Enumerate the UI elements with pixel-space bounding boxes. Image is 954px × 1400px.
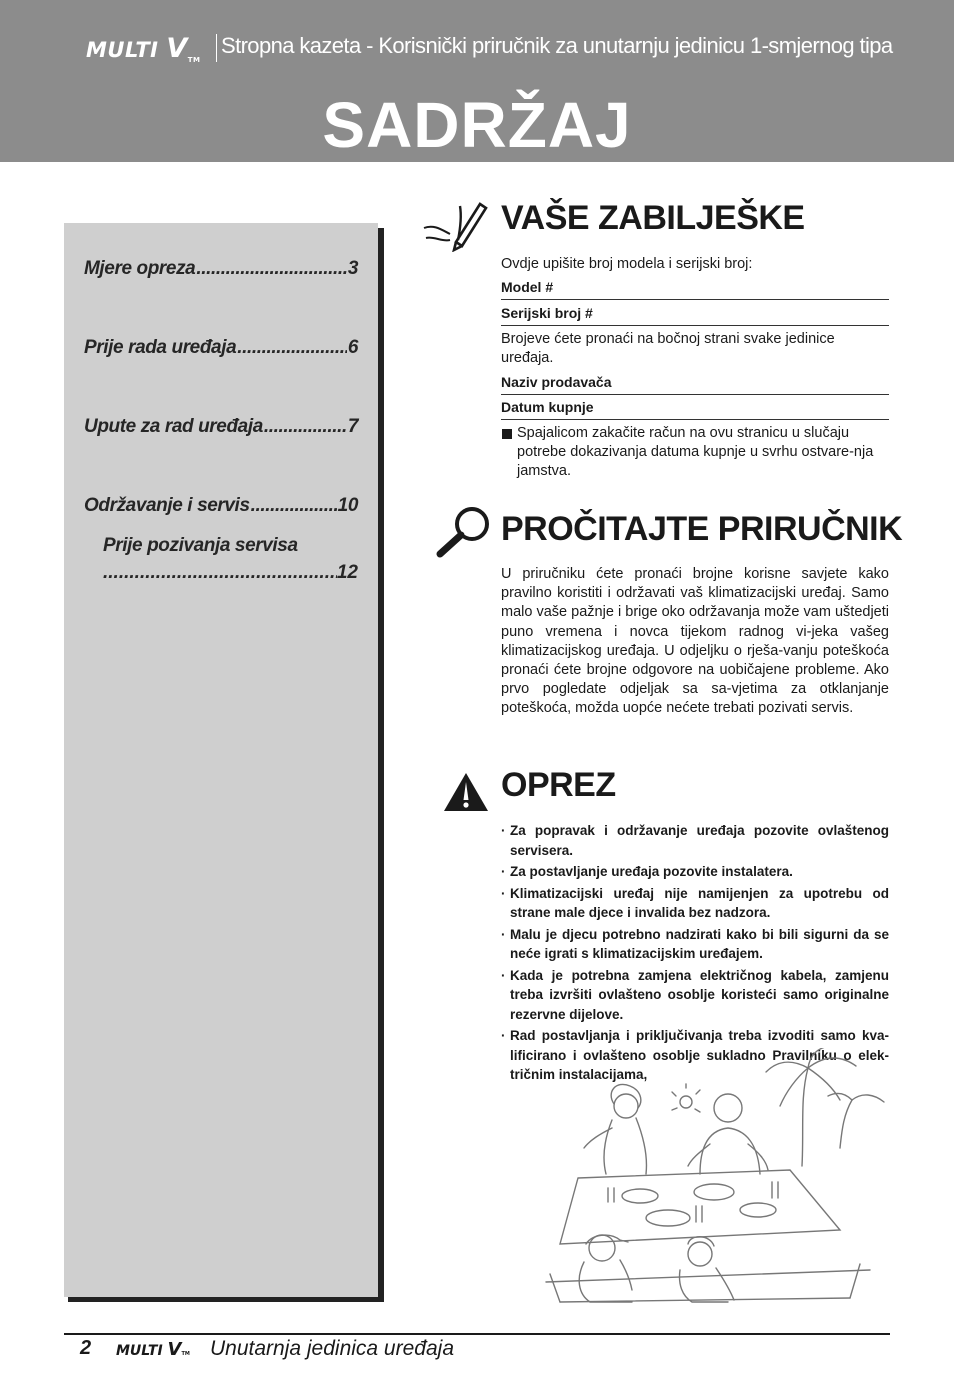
- toc-subitem-label[interactable]: Prije pozivanja servisa: [103, 535, 298, 556]
- read-manual-title: PROČITAJTE PRIRUČNIK: [501, 510, 903, 548]
- dealer-name-field[interactable]: Naziv prodavača: [501, 374, 889, 395]
- notes-title: VAŠE ZABILJEŠKE: [501, 199, 805, 237]
- footer-text: Unutarnja jedinica uređaja: [210, 1337, 454, 1360]
- caution-item: · Za popravak i održavanje uređaja pozovite ovlaštenog servisera.: [501, 821, 889, 860]
- caution-item: · Za postavljanje uređaja pozovite instalatera.: [501, 862, 889, 882]
- caution-item: · Malu je djecu potrebno nadzirati kako bi bili sigurni da se neće igrati s klimatizacijskim uređajem.: [501, 925, 889, 964]
- toc-item-mjere-opreza[interactable]: Mjere opreza ..... 3: [84, 258, 358, 280]
- header-divider: [216, 34, 217, 62]
- footer-brand-logo: MULTI VTM: [116, 1339, 190, 1360]
- warning-triangle-icon: [443, 772, 489, 812]
- caution-item: · Rad postavljanja i priključivanja treba izvoditi samo kva-lificirano i ovlašteno osoblje sukladno Pravilniku o elek-tričnim instalacijama,: [501, 1026, 889, 1085]
- pen-icon: [420, 198, 492, 252]
- brand-logo: MULTI VTM: [86, 33, 201, 64]
- square-bullet-icon: [502, 429, 512, 439]
- caution-list: [501, 821, 889, 1087]
- toc-item-odrzavanje[interactable]: Održavanje i servis ..... 10: [84, 495, 358, 517]
- header-subtitle: Stropna kazeta - Korisnički priručnik za unutarnju jedinicu 1-smjernog tipa: [221, 33, 893, 58]
- toc-subitem-page[interactable]: ..... 12: [103, 562, 358, 584]
- caution-item: · Kada je potrebna zamjena električnog kabela, zamjenu treba izvršiti ovlašteno osoblje koristeći samo originalne rezervne dijelove.: [501, 966, 889, 1025]
- toc-panel: [64, 223, 378, 1297]
- footer-rule: [64, 1333, 890, 1335]
- purchase-date-field[interactable]: Datum kupnje: [501, 399, 889, 420]
- notes-location-text: Brojeve ćete pronaći na bočnoj strani svake jedinice uređaja.: [501, 331, 835, 366]
- notes-intro: Ovdje upišite broj modela i serijski broj:: [501, 256, 753, 272]
- caution-title: OPREZ: [501, 766, 616, 804]
- picnic-illustration: [540, 1048, 890, 1310]
- page-title: SADRŽAJ: [322, 89, 632, 161]
- serial-number-field[interactable]: Serijski broj #: [501, 305, 889, 326]
- page-number: 2: [80, 1337, 92, 1359]
- toc-item-upute-za-rad[interactable]: Upute za rad uređaja ..... 7: [84, 416, 358, 438]
- magnifier-icon: [434, 504, 494, 558]
- caution-item: · Klimatizacijski uređaj nije namijenjen za upotrebu od strane male djece i invalida bez nadzora.: [501, 884, 889, 923]
- header-band: [0, 0, 954, 162]
- model-number-field[interactable]: Model #: [501, 279, 889, 300]
- read-manual-body: U priručniku ćete pronaći brojne korisne savjete kako pravilno koristiti i održavati vaš klimatizacijski uređaj. Samo malo vaše pažnje i brige oko održavanja može vam uštedjeti puno vremena i novca tijekom radnog vi-jeka vašeg klimatizacijskog uređaja. U odjeljku o rješa-vanju poteškoća pronaći ćete brojne odgovore na uobičajene probleme. Ako prvo pogledate odjeljak sa sa-vjetima za otklanjanje poteškoća, možda uopće nećete trebati pozivati servis.: [501, 566, 889, 717]
- toc-item-prije-rada[interactable]: Prije rada uređaja ..... 6: [84, 337, 358, 359]
- staple-note: Spajalicom zakačite račun na ovu stranicu u slučaju potrebe dokazivanja datuma kupnje u svrhu ostvare-nja jamstva.: [501, 424, 889, 481]
